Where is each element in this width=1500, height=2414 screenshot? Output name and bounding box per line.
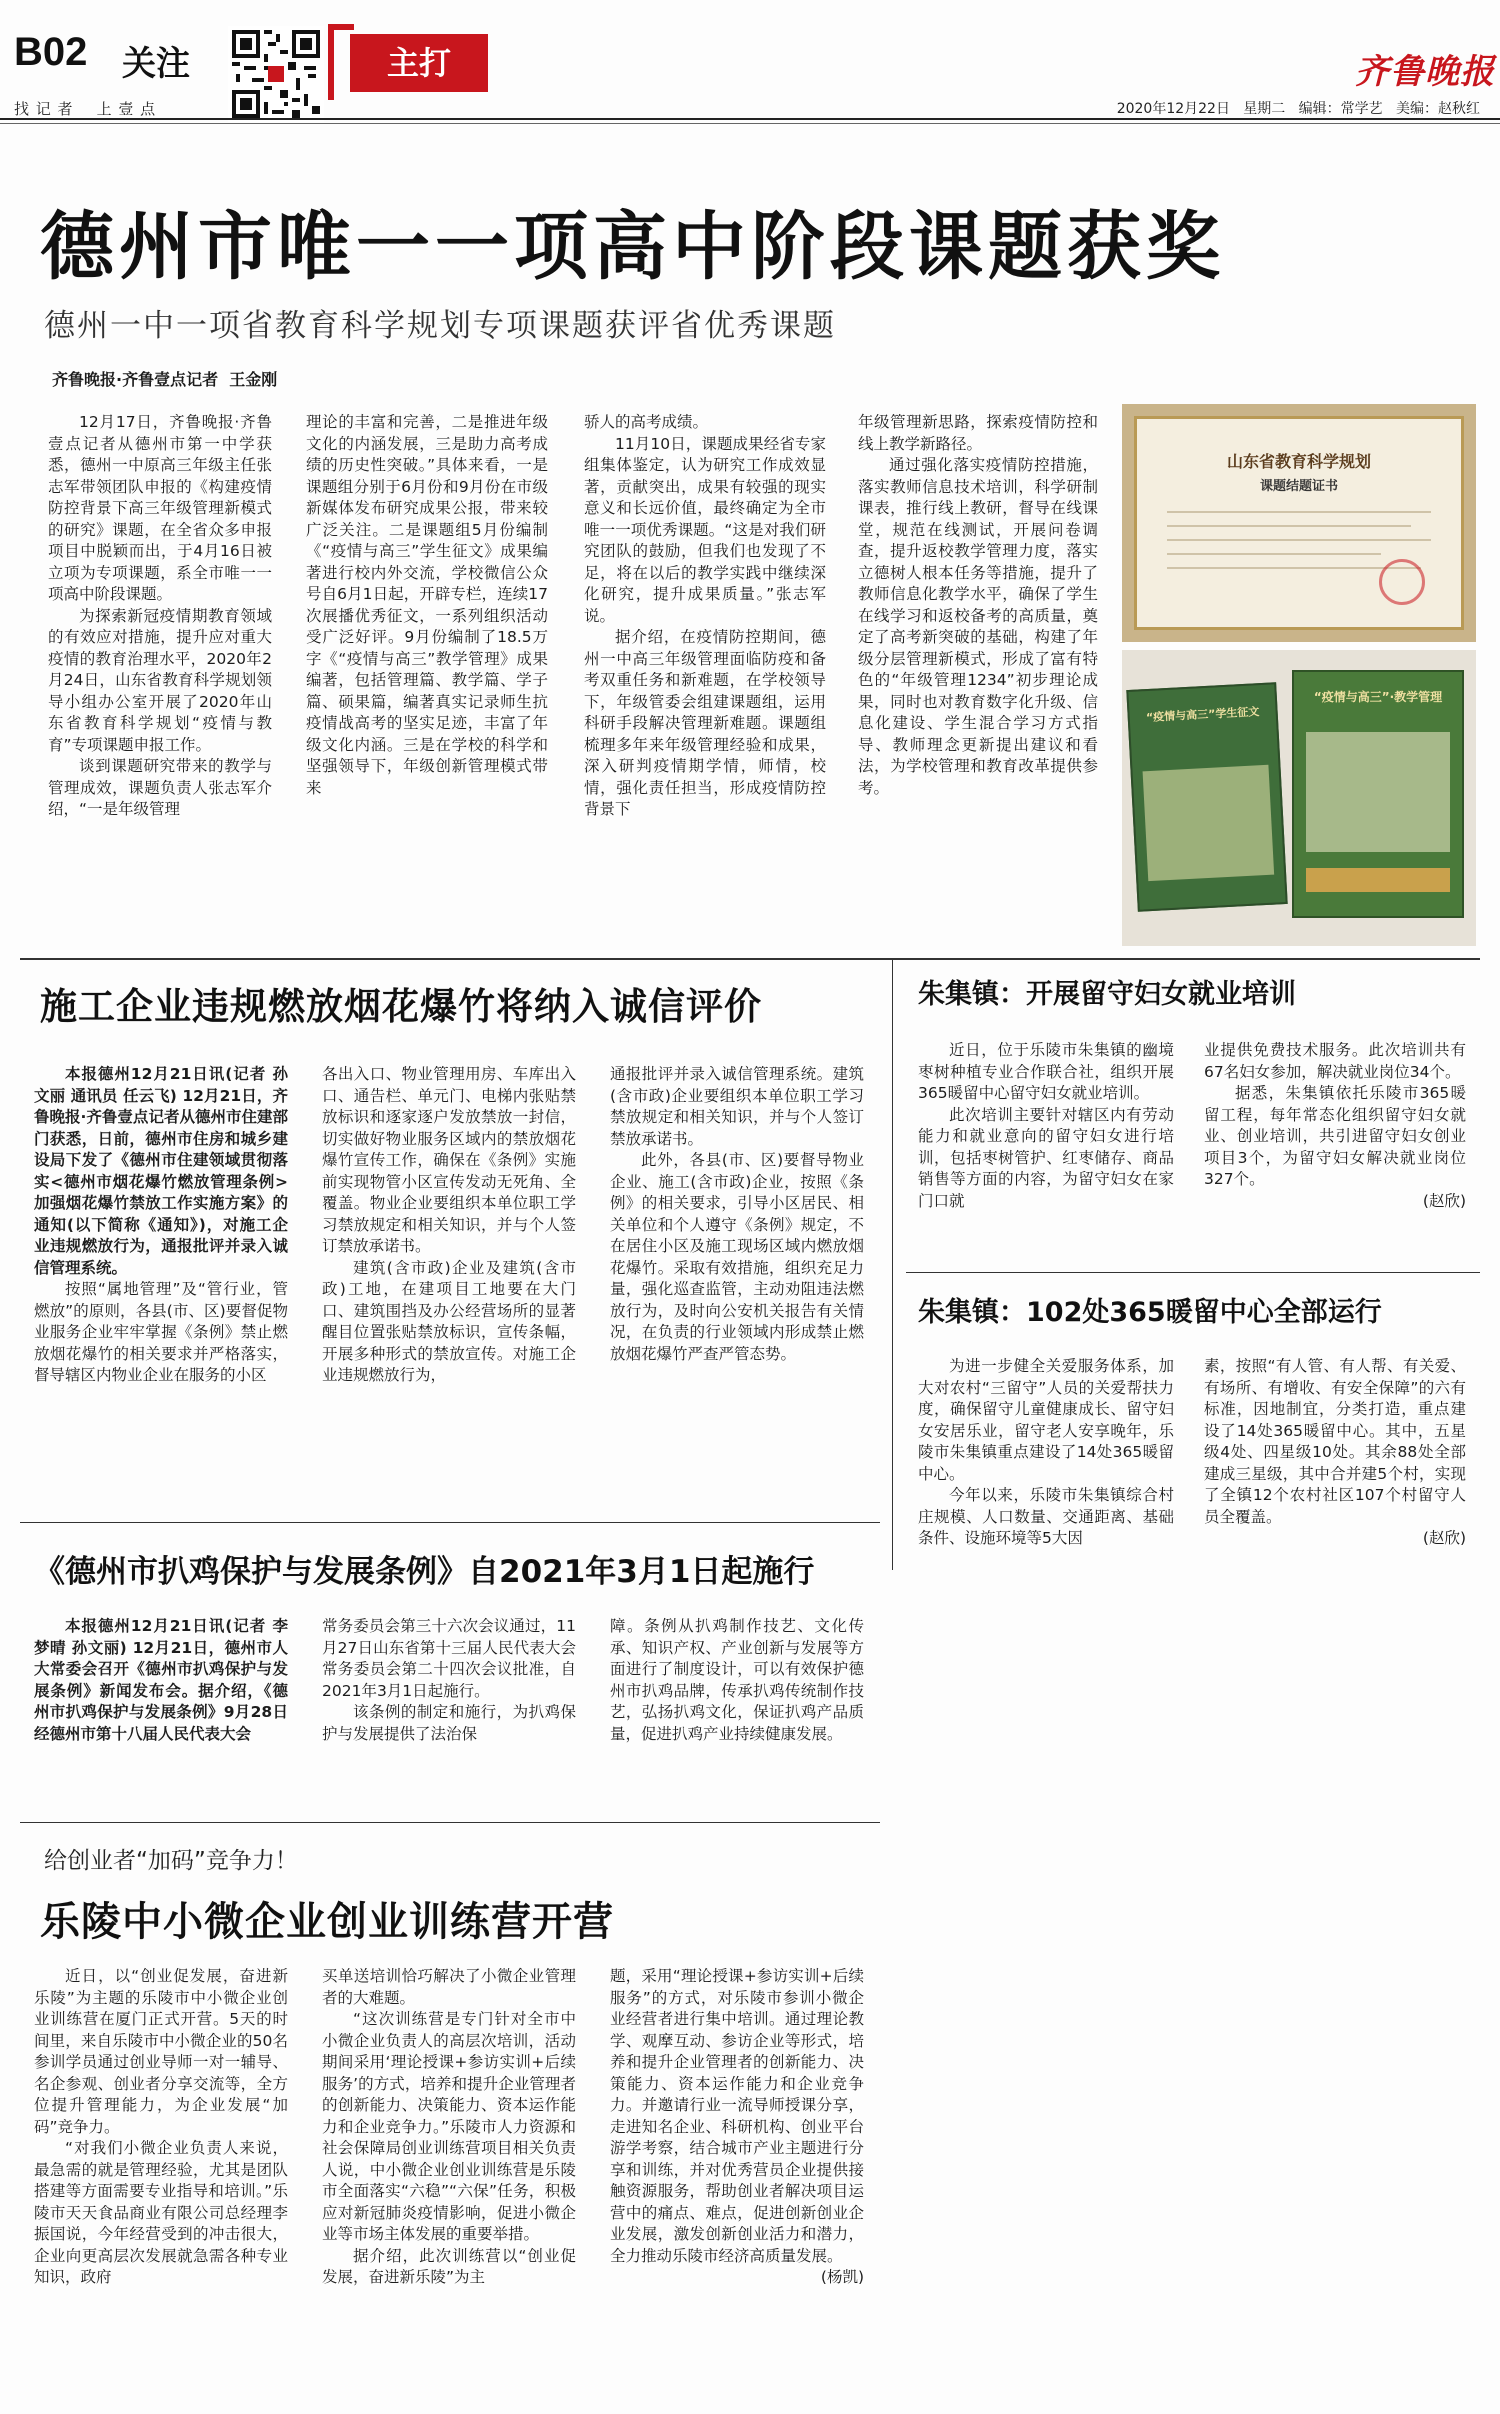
paragraph: 此外，各县(市、区)要督导物业企业、施工(含市政)企业，按照《条例》的相关要求，引导小区居民、相关单位和个人遵守《条例》规定，不在居住小区及施工现场区域内燃放烟花爆竹。采取有效措施，组织充足力量，强化巡查监管，主动劝阻违法燃放行为，及时向公安机关报告有关情况，在负责的行业领域内形成禁止燃放烟花爆竹严查严管态势。 — [610, 1151, 864, 1363]
story6-column-2 — [1204, 1356, 1466, 1550]
paragraph: 年级管理新思路，探索疫情防控和线上教学新路径。 — [858, 413, 1098, 453]
paragraph: 本报德州12月21日讯(记者 孙文丽 通讯员 任云飞) 12月21日，齐鲁晚报·齐鲁壹点记者从德州市住建部门获悉，日前，德州市住房和城乡建设局下发了《德州市住建领域贯彻落实<德州市烟花爆竹燃放管理条例>加强烟花爆竹禁放工作实施方案》的通知(以下简称《通知》)，对施工企业违规燃放行为，通报批评并录入诚信管理系统。 — [34, 1065, 288, 1277]
paragraph: 业提供免费技术服务。此次培训共有67名妇女参加，解决就业岗位34个。 — [1204, 1041, 1466, 1081]
paragraph: 谈到课题研究带来的教学与管理成效，课题负责人张志军介绍，“一是年级管理 — [48, 757, 272, 818]
story5-column-1 — [918, 1040, 1174, 1212]
story5-bottom-rule — [906, 1272, 1480, 1273]
story2-headline: 施工企业违规燃放烟花爆竹将纳入诚信评价 — [40, 985, 762, 1028]
paragraph: 此次培训主要针对辖区内有劳动能力和就业意向的留守妇女进行培训，包括枣树管护、红枣储存、商品销售等方面的内容，为留守妇女在家门口就 — [918, 1105, 1174, 1210]
story4-column-2 — [322, 1966, 576, 2289]
column-divider — [892, 960, 893, 1570]
author-sign: (赵欣) — [1422, 1529, 1466, 1547]
paragraph: 近日，位于乐陵市朱集镇的幽境枣树种植专业合作联合社，组织开展365暖留中心留守妇女就业培训。 — [918, 1041, 1174, 1102]
header-rule — [0, 118, 1500, 120]
story5-headline: 朱集镇：开展留守妇女就业培训 — [918, 979, 1296, 1010]
story1-column-2 — [306, 412, 548, 799]
paragraph: 买单送培训恰巧解决了小微企业管理者的大难题。 — [322, 1967, 576, 2007]
paragraph: 理论的丰富和完善，二是推进年级文化的内涵发展，三是助力高考成绩的历史性突破。”具体来看，一是课题组分别于6月份和9月份在市级新媒体发布研究成果公报，带来较广泛关注。二是课题组5月份编制《“疫情与高三”学生征文》成果编著进行校内外交流，学校微信公众号自6月1日起，开辟专栏，连续17次展播优秀征文，一系列组织活动受广泛好评。9月份编制了18.5万字《“疫情与高三”教学管理》成果编著，包括管理篇、教学篇、学子篇、硕果篇，编著真实记录师生抗疫情战高考的坚实足迹，丰富了年级文化内涵。三是在学校的科学和坚强领导下，年级创新管理模式带来 — [306, 413, 548, 797]
paragraph: 通过强化落实疫情防控措施，落实教师信息技术培训，科学研制课表，推行线上教研，督导在线课堂，规范在线测试，开展问卷调查，提升返校教学管理力度，落实立德树人根本任务等措施，提升了教师信息化教学水平，确保了学生在线学习和返校备考的高质量，奠定了高考新突破的基础，构建了年级分层管理新模式，形成了富有特色的“年级管理1234”初步理论成果，同时也对教育数字化升级、信息化建设、学生混合学习方式指导、教师理念更新提出建议和看法，为学校管理和教育改革提供参考。 — [858, 456, 1098, 797]
story6-column-1 — [918, 1356, 1174, 1550]
books-photo — [1122, 650, 1476, 946]
story2-bottom-rule — [20, 1522, 880, 1523]
header-rule-thin — [0, 123, 1500, 124]
story3-column-3 — [610, 1616, 864, 1745]
story1-column-4 — [858, 412, 1098, 799]
paragraph: 骄人的高考成绩。 — [584, 413, 709, 431]
author-sign: (杨凯) — [820, 2268, 864, 2286]
paragraph: 本报德州12月21日讯(记者 李梦晴 孙文丽) 12月21日，德州市人大常委会召开《德州市扒鸡保护与发展条例》新闻发布会。据介绍，《德州市扒鸡保护与发展条例》9月28日经德州市第十八届人民代表大会 — [34, 1617, 288, 1743]
paragraph: 通报批评并录入诚信管理系统。建筑(含市政)企业要组织本单位职工学习禁放规定和相关知识，并与个人签订禁放承诺书。 — [610, 1065, 864, 1148]
paragraph: “这次训练营是专门针对全市中小微企业负责人的高层次培训，活动期间采用‘理论授课+参访实训+后续服务’的方式，培养和提升企业管理者的创新能力、决策能力、资本运作能力和企业竞争力。”乐陵市人力资源和社会保障局创业训练营项目相关负责人说，中小微企业创业训练营是乐陵市全面落实“六稳”“六保”任务，积极应对新冠肺炎疫情影响，促进小微企业等市场主体发展的重要举措。 — [322, 2010, 576, 2243]
book1-title: “疫情与高三”学生征文 — [1145, 705, 1260, 725]
paragraph: “对我们小微企业负责人来说，最急需的就是管理经验，尤其是团队搭建等方面需要专业指导和培训。”乐陵市天天食品商业有限公司总经理李振国说，今年经营受到的冲击很大，企业向更高层次发展就急需各种专业知识，政府 — [34, 2139, 288, 2286]
story4-column-1 — [34, 1966, 288, 2289]
story2-column-1 — [34, 1064, 288, 1387]
story4-headline: 乐陵中小微企业创业训练营开营 — [40, 1899, 614, 1945]
story3-column-2 — [322, 1616, 576, 1745]
paragraph: 常务委员会第三十六次会议通过，11月27日山东省第十三届人民代表大会常务委员会第二十四次会议批准，自2021年3月1日起施行。 — [322, 1617, 576, 1700]
paragraph: 该条例的制定和施行，为扒鸡保护与发展提供了法治保 — [322, 1703, 576, 1743]
story5-column-2 — [1204, 1040, 1466, 1212]
tagline: 找 记 者 上 壹 点 — [14, 100, 157, 118]
section-name: 关注 — [122, 44, 190, 84]
paragraph: 为探索新冠疫情期教育领域的有效应对措施，提升应对重大疫情的教育治理水平，2020年2月24日，山东省教育科学规划领导小组办公室开展了2020年山东省教育科学规划“疫情与教育”专项课题申报工作。 — [48, 606, 272, 754]
story1-headline: 德州市唯一一项高中阶段课题获奖 — [40, 204, 1225, 290]
page-code: B02 — [14, 30, 88, 74]
author-sign: (赵欣) — [1422, 1191, 1466, 1210]
story1-bottom-rule — [20, 958, 1480, 960]
paragraph: 据介绍，在疫情防控期间，德州一中高三年级管理面临防疫和备考双重任务和新难题，在学校领导下，年级管委会组建课题组，运用科研手段解决管理新难题。课题组梳理多年来年级管理经验和成果，深入研判疫情期学情，师情，校情，强化责任担当，形成疫情防控背景下 — [584, 628, 826, 818]
paragraph: 题，采用“理论授课+参访实训+后续服务”的方式，对乐陵市参训小微企业经营者进行集中培训。通过理论教学、观摩互动、参访企业等形式，培养和提升企业管理者的创新能力、决策能力、资本运作能力和企业竞争力。并邀请行业一流导师授课分享，走进知名企业、科研机构、创业平台游学考察，结合城市产业主题进行分享和训练，并对优秀营员企业提供接触资源服务，帮助创业者解决项目运营中的痛点、难点，促进创新创业企业发展，激发创新创业活力和潜力，全力推动乐陵市经济高质量发展。 — [610, 1967, 864, 2265]
story3-column-1 — [34, 1616, 288, 1745]
story4-column-3 — [610, 1966, 864, 2289]
story1-subhead: 德州一中一项省教育科学规划专项课题获评省优秀课题 — [44, 308, 836, 344]
story1-column-1 — [48, 412, 272, 821]
story2-column-3 — [610, 1064, 864, 1365]
book-cover-1 — [1126, 682, 1287, 912]
masthead-logo: 齐鲁晚报 — [1355, 52, 1495, 92]
feature-tag: 主打 — [350, 34, 488, 92]
story6-headline: 朱集镇：102处365暖留中心全部运行 — [918, 1297, 1382, 1328]
paragraph: 各出入口、物业管理用房、车库出入口、通告栏、单元门、电梯内张贴禁放标识和逐家逐户发放禁放一封信，切实做好物业服务区域内的禁放烟花爆竹宣传工作，确保在《条例》实施前实现物管小区宣传发动无死角、全覆盖。物业企业要组织本单位职工学习禁放规定和相关知识，并与个人签订禁放承诺书。 — [322, 1065, 576, 1255]
certificate-title: 山东省教育科学规划 — [1226, 452, 1371, 471]
paragraph: 据悉，朱集镇依托乐陵市365暖留工程，每年常态化组织留守妇女就业、创业培训，共引进留守妇女创业项目3个，为留守妇女解决就业岗位327个。 — [1204, 1084, 1466, 1188]
story1-byline: 齐鲁晚报·齐鲁壹点记者 王金刚 — [52, 370, 278, 389]
certificate-photo — [1122, 404, 1476, 642]
paragraph: 为进一步健全关爱服务体系，加大对农村“三留守”人员的关爱帮扶力度，确保留守儿童健康成长、留守妇女安居乐业，留守老人安享晚年，乐陵市朱集镇重点建设了14处365暖留中心。 — [918, 1357, 1174, 1483]
certificate-subtitle: 课题结题证书 — [1259, 479, 1338, 494]
qr-code — [228, 26, 324, 122]
book2-title: “疫情与高三”·教学管理 — [1313, 690, 1443, 704]
paragraph: 今年以来，乐陵市朱集镇综合村庄规模、人口数量、交通距离、基础条件、设施环境等5大因 — [918, 1486, 1174, 1547]
paragraph: 素，按照“有人管、有人帮、有关爱、有场所、有增收、有安全保障”的六有标准，因地制宜，分类打造，重点建设了14处365暖留中心。其中，五星级4处、四星级10处。其余88处全部建成三星级，其中合并建5个村，实现了全镇12个农村社区107个村留守人员全覆盖。 — [1204, 1357, 1466, 1526]
story3-bottom-rule — [20, 1822, 880, 1823]
certificate-seal-icon — [1379, 559, 1425, 605]
paragraph: 近日，以“创业促发展，奋进新乐陵”为主题的乐陵市中小微企业创业训练营在厦门正式开营。5天的时间里，来自乐陵市中小微企业的50名参训学员通过创业导师一对一辅导、名企参观、创业者分享交流等，全方位提升管理能力，为企业发展“加码”竞争力。 — [34, 1967, 288, 2136]
paragraph: 12月17日，齐鲁晚报·齐鲁壹点记者从德州市第一中学获悉，德州一中原高三年级主任张志军带领团队申报的《构建疫情防控背景下高三年级管理新模式的研究》课题，在全省众多申报项目中脱颖而出，于4月16日被立项为专项课题，系全市唯一一项高中阶段课题。 — [48, 413, 272, 603]
paragraph: 据介绍，此次训练营以“创业促发展，奋进新乐陵”为主 — [322, 2246, 576, 2286]
story1-column-3 — [584, 412, 826, 821]
paragraph: 按照“属地管理”及“管行业，管燃放”的原则，各县(市、区)要督促物业服务企业牢牢掌握《条例》禁止燃放烟花爆竹的相关要求并严格落实，督导辖区内物业企业在服务的小区 — [34, 1280, 288, 1384]
paragraph: 11月10日，课题成果经省专家组集体鉴定，认为研究工作成效显著，贡献突出，成果有较强的现实意义和长远价值，最终确定为全市唯一一项优秀课题。“这是对我们研究团队的鼓励，但我们也发现了不足，将在以后的教学实践中继续深化研究，提升成果质量。”张志军说。 — [584, 434, 826, 625]
story2-column-2 — [322, 1064, 576, 1387]
paragraph: 障。条例从扒鸡制作技艺、文化传承、知识产权、产业创新与发展等方面进行了制度设计，可以有效保护德州市扒鸡品牌，传承扒鸡传统制作技艺，弘扬扒鸡文化，保证扒鸡产品质量，促进扒鸡产业持续健康发展。 — [610, 1617, 864, 1743]
story4-kicker: 给创业者“加码”竞争力！ — [44, 1848, 298, 1874]
paragraph: 建筑(含市政)企业及建筑(含市政)工地，在建项目工地要在大门口、建筑围挡及办公经营场所的显著醒目位置张贴禁放标识，宣传条幅，开展多种形式的禁放宣传。对施工企业违规燃放行为， — [322, 1258, 576, 1384]
book-cover-2 — [1292, 670, 1464, 918]
date-line: 2020年12月22日 星期二 编辑：常学艺 美编：赵秋红 — [1116, 101, 1480, 117]
story3-headline: 《德州市扒鸡保护与发展条例》自2021年3月1日起施行 — [34, 1554, 815, 1590]
